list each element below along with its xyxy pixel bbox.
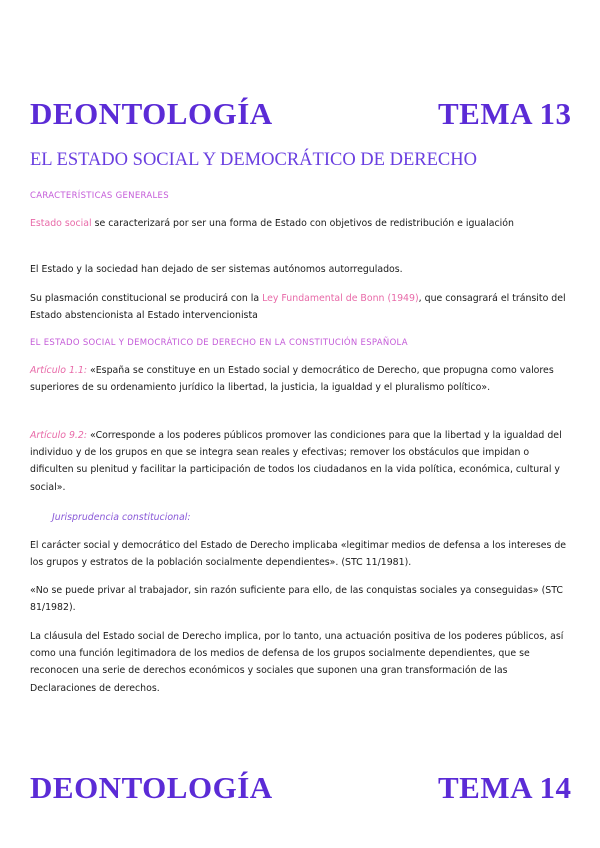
- paragraph-text: «España se constituye en un Estado social y democrático de Derecho, que propugna como valores superiores de su ordenamiento jurídico la libertad, la justicia, la igualdad y el pluralismo político».: [30, 365, 554, 394]
- paragraph-clausula: La cláusula del Estado social de Derecho implica, por lo tanto, una actuación positiva de los poderes públicos, así como una función legitimadora de los medios de defensa de los grupos socialmente dependientes, que se reconocen una serie de derechos económicos y sociales que suponen una gran transformación de las Declaraciones de derechos.: [30, 631, 564, 694]
- paragraph-autonomous: El Estado y la sociedad han dejado de ser sistemas autónomos autorregulados.: [30, 264, 403, 275]
- label-article-9-2: Artículo 9.2:: [30, 430, 88, 441]
- topic-number: TEMA 13: [438, 96, 572, 131]
- paragraph-article-1-1: [30, 362, 570, 396]
- footer-title: DEONTOLOGÍA: [30, 770, 273, 805]
- paragraph-text: Su plasmación constitucional se producirá con la: [30, 293, 263, 304]
- paragraph-estado-social: [30, 215, 570, 232]
- label-article-1-1: Artículo 1.1:: [30, 365, 88, 376]
- heading-general: CARACTERÍSTICAS GENERALES: [30, 191, 169, 201]
- paragraph-text: se caracterizará por ser una forma de Estado con objetivos de redistribución e igualación: [91, 218, 514, 229]
- highlight-ley-bonn: Ley Fundamental de Bonn (1949): [262, 293, 419, 304]
- jurisprudence-label: Jurisprudencia constitucional:: [52, 512, 191, 523]
- paragraph-text: , que consagrará el tránsito del Estado abstencionista al Estado intervencionista: [30, 293, 566, 322]
- paragraph-stc-81-1982: «No se puede privar al trabajador, sin razón suficiente para ello, de las conquistas sociales ya conseguidas» (STC 81/1982).: [30, 585, 563, 614]
- paragraph-article-9-2: [30, 427, 570, 496]
- highlight-estado-social: Estado social: [30, 218, 92, 229]
- paragraph-text: «Corresponde a los poderes públicos promover las condiciones para que la libertad y la igualdad del individuo y de los grupos en que se integra sean reales y efectivas; remover los obstáculos que impidan o dificulten su plenitud y facilitar la participación de todos los ciudadanos en la vida política, económica, cultural y social».: [30, 430, 562, 493]
- footer-topic-number: TEMA 14: [438, 770, 572, 805]
- paragraph-plasmacion: [30, 290, 570, 324]
- paragraph-stc-11-1981: El carácter social y democrático del Estado de Derecho implicaba «legitimar medios de defensa a los intereses de los grupos y estratos de la población socialmente dependientes». (STC 11/1981).: [30, 540, 567, 569]
- heading-jurisprudence: [52, 509, 552, 526]
- section-title: EL ESTADO SOCIAL Y DEMOCRÁTICO DE DERECHO: [30, 150, 477, 170]
- page-title: DEONTOLOGÍA: [30, 96, 273, 131]
- heading-constitution: EL ESTADO SOCIAL Y DEMOCRÁTICO DE DERECHO EN LA CONSTITUCIÓN ESPAÑOLA: [30, 338, 408, 348]
